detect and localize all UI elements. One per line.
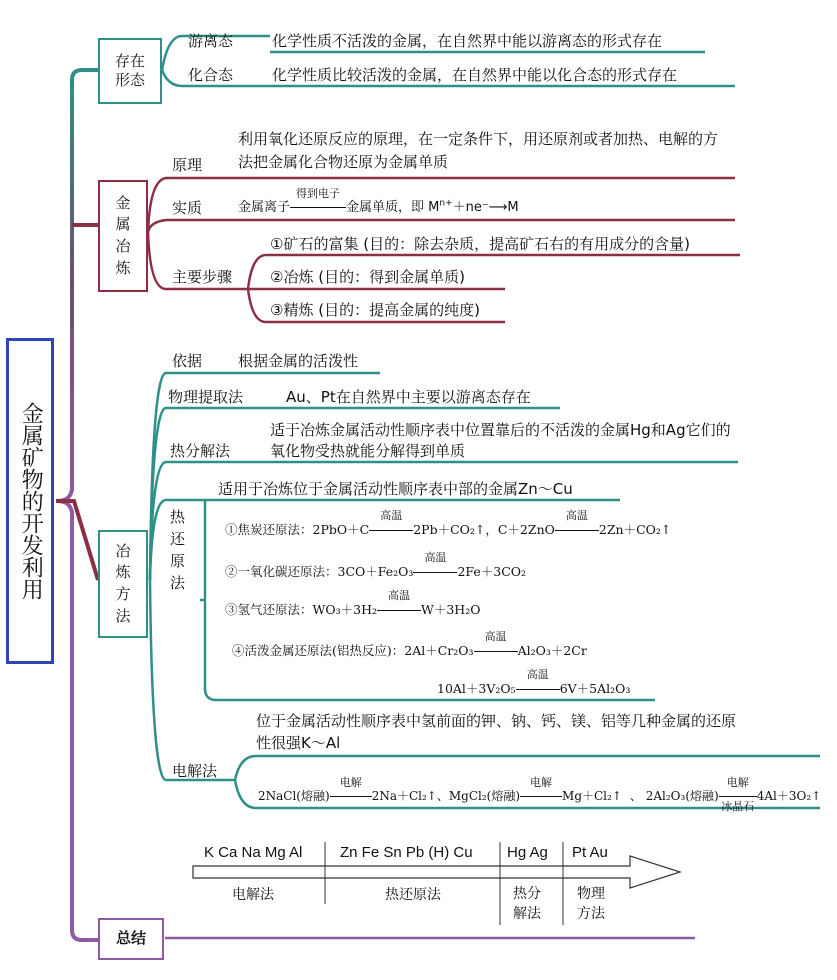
essence-arrow bbox=[290, 187, 346, 215]
principle-key: 原理 bbox=[172, 156, 203, 174]
method-group-4: 物理 方法 bbox=[577, 886, 605, 922]
e2-reactants: 2Al₂O₃(熔融) bbox=[645, 789, 719, 803]
essence-right: 金属单质，即 M bbox=[346, 200, 440, 215]
smelting-box bbox=[98, 180, 148, 292]
r2-label: ②一氧化碳还原法： bbox=[225, 564, 338, 579]
existence-box bbox=[98, 38, 162, 104]
r3-arrow bbox=[377, 589, 421, 617]
e2-separator: 、 bbox=[629, 789, 642, 803]
existence-free-text: 化学性质不活泼的金属，在自然界中能以游离态的形式存在 bbox=[272, 32, 663, 50]
method-group-2: 热还原法 bbox=[385, 887, 441, 903]
r1b-arrow bbox=[555, 509, 599, 537]
step-3: ③精炼 (目的：提高金属的纯度) bbox=[270, 301, 480, 319]
metals-group-4: Pt Au bbox=[572, 844, 608, 861]
e1-reactants: 2NaCl(熔融) bbox=[258, 789, 330, 803]
r1-label: ①焦炭还原法： bbox=[225, 522, 313, 537]
r2-cond: 高温 bbox=[424, 551, 447, 564]
electro-text: 位于金属活动性顺序表中氢前面的钾、钠、钙、镁、铝等几种金属的还原性很强K～Al bbox=[256, 712, 737, 752]
main-title-box bbox=[6, 338, 54, 664]
e1b-arrow bbox=[520, 776, 562, 803]
reaction-thermite bbox=[232, 630, 587, 659]
methods-box bbox=[98, 530, 148, 638]
e1b-cond: 电解 bbox=[530, 776, 553, 789]
r4-arrow bbox=[474, 630, 518, 658]
basis-text: 根据金属的活泼性 bbox=[238, 352, 359, 370]
essence-cond: 得到电子 bbox=[296, 187, 341, 200]
electro-key: 电解法 bbox=[172, 762, 218, 780]
r5-reactants: 10Al＋3V₂O₅ bbox=[437, 681, 516, 696]
r5-products: 6V＋5Al₂O₃ bbox=[559, 681, 631, 696]
e1-cond: 电解 bbox=[339, 776, 362, 789]
thermal-key: 热分解法 bbox=[170, 442, 231, 460]
step-1: ①矿石的富集 (目的：除去杂质，提高矿石右的有用成分的含量) bbox=[270, 235, 690, 253]
summary-label: 总结 bbox=[115, 929, 146, 948]
reaction-coke bbox=[225, 509, 672, 538]
existence-combined-key: 化合态 bbox=[188, 66, 234, 84]
reaction-electrolysis bbox=[258, 776, 822, 813]
metals-group-1: K Ca Na Mg Al bbox=[204, 844, 303, 861]
r1b-cond: 高温 bbox=[565, 509, 588, 522]
r1-products: 2Zn＋CO₂↑ bbox=[598, 522, 672, 537]
e2-arrow bbox=[719, 776, 757, 813]
metals-group-3: Hg Ag bbox=[507, 844, 548, 861]
summary-box bbox=[98, 918, 164, 960]
thermal-text: 适于冶炼金属活动性顺序表中位置靠后的不活泼的金属Hg和Ag它们的氧化物受热就能分解得到单质 bbox=[270, 421, 731, 460]
method-group-1: 电解法 bbox=[232, 887, 274, 903]
essence-tail: ＋ne⁻⟶M bbox=[452, 200, 519, 215]
essence-key: 实质 bbox=[172, 199, 203, 217]
r3-cond: 高温 bbox=[388, 589, 410, 602]
e2-cond: 电解 bbox=[726, 776, 749, 789]
r4-reactants: 2Al＋Cr₂O₃ bbox=[404, 643, 474, 658]
method-group-3: 热分 解法 bbox=[513, 886, 541, 922]
physical-key: 物理提取法 bbox=[168, 388, 244, 406]
r4-label: ④活泼金属还原法(铝热反应)： bbox=[232, 643, 405, 658]
reaction-h2 bbox=[225, 589, 481, 618]
essence-left: 金属离子 bbox=[238, 200, 291, 215]
r1-reactants: 2PbO＋C bbox=[312, 522, 370, 537]
reduction-key: 热 还 原 法 bbox=[170, 508, 186, 592]
essence-sup: n+ bbox=[439, 198, 453, 209]
r4-products: Al₂O₃＋2Cr bbox=[517, 643, 587, 658]
r1-arrow bbox=[369, 509, 413, 537]
r5-arrow bbox=[516, 668, 560, 696]
e1-arrow bbox=[330, 776, 372, 803]
r4-cond: 高温 bbox=[484, 630, 507, 643]
e1-products: Mg＋Cl₂↑ bbox=[562, 789, 622, 803]
e2-catalyst: 冰晶石 bbox=[721, 800, 755, 813]
smelting-label: 金 属 冶 炼 bbox=[115, 193, 131, 277]
steps-key: 主要步骤 bbox=[172, 268, 233, 286]
step-2: ②冶炼 (目的：得到金属单质) bbox=[270, 268, 465, 286]
physical-text: Au、Pt在自然界中主要以游离态存在 bbox=[286, 388, 531, 406]
r5-cond: 高温 bbox=[526, 668, 549, 681]
r3-reactants: WO₃＋3H₂ bbox=[312, 602, 377, 617]
e1-mid: 2Na＋Cl₂↑、MgCl₂(熔融) bbox=[371, 789, 521, 803]
principle-text: 利用氧化还原反应的原理，在一定条件下，用还原剂或者加热、电解的方法把金属化合物还原为金属单质 bbox=[238, 130, 719, 171]
essence-formula bbox=[238, 187, 519, 215]
r3-label: ③氢气还原法： bbox=[225, 602, 313, 617]
r3-products: W＋3H₂O bbox=[421, 602, 481, 617]
r2-arrow bbox=[413, 551, 457, 579]
r1-mid: 2Pb＋CO₂↑，C＋2ZnO bbox=[413, 522, 555, 537]
r2-reactants: 3CO＋Fe₂O₃ bbox=[337, 564, 414, 579]
r1-cond: 高温 bbox=[380, 509, 403, 522]
reaction-co bbox=[225, 551, 527, 580]
methods-label: 冶 炼 方 法 bbox=[115, 541, 131, 625]
r2-products: 2Fe＋3CO₂ bbox=[457, 564, 527, 579]
e2-products: 4Al＋3O₂↑ bbox=[756, 789, 822, 803]
basis-key: 依据 bbox=[172, 352, 203, 370]
existence-free-key: 游离态 bbox=[188, 32, 234, 50]
main-title: 金属矿物的开发利用 bbox=[18, 402, 44, 600]
existence-combined-text: 化学性质比较活泼的金属，在自然界中能以化合态的形式存在 bbox=[272, 66, 678, 84]
reaction-thermite-v bbox=[437, 668, 631, 697]
existence-label: 存在 形态 bbox=[114, 51, 145, 89]
metals-group-2: Zn Fe Sn Pb (H) Cu bbox=[340, 844, 473, 861]
reduction-intro: 适用于冶炼位于金属活动性顺序表中部的金属Zn～Cu bbox=[218, 480, 573, 498]
